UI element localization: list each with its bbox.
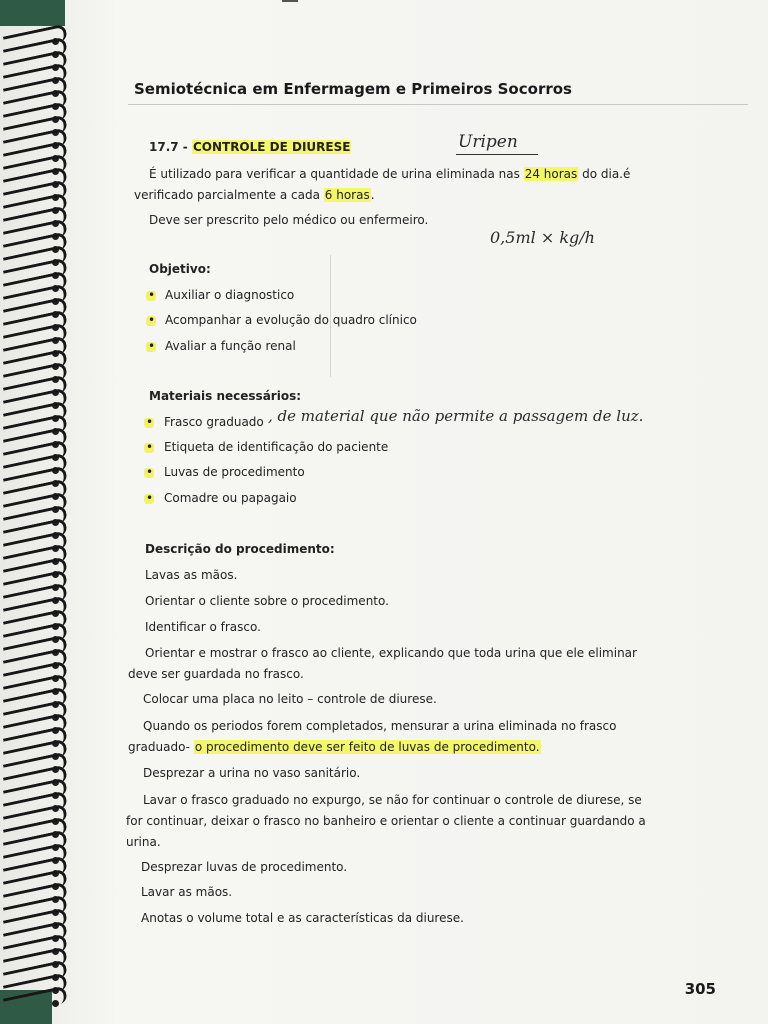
intro-text: É utilizado para verificar a quantidade de urina eliminada nas bbox=[149, 167, 524, 181]
procedure-step: Identificar o frasco. bbox=[145, 620, 261, 634]
procedure-step: Orientar o cliente sobre o procedimento. bbox=[145, 594, 389, 608]
procedure-step: Desprezar luvas de procedimento. bbox=[141, 860, 348, 874]
materials-item: Comadre ou papagaio bbox=[164, 491, 297, 505]
highlight-luvas: o procedimento deve ser feito de luvas de procedimento. bbox=[194, 740, 540, 754]
materials-item: Frasco graduado bbox=[164, 415, 264, 429]
bullet-icon: • bbox=[148, 288, 156, 302]
procedure-step: Quando os periodos forem completados, mensurar a urina eliminada no frasco bbox=[143, 719, 617, 733]
intro-text: . bbox=[370, 188, 375, 202]
top-edge-mark bbox=[282, 0, 298, 2]
bullet-icon: • bbox=[146, 440, 154, 454]
binding-hole bbox=[52, 1000, 59, 1007]
procedure-step: Lavar o frasco graduado no expurgo, se não for continuar o controle de diurese, se bbox=[143, 793, 642, 807]
spiral-binding bbox=[0, 0, 80, 1024]
procedure-text: graduado- bbox=[128, 740, 194, 754]
procedure-step: Desprezar a urina no vaso sanitário. bbox=[143, 766, 361, 780]
intro-text: do dia.é bbox=[578, 167, 631, 181]
procedure-step: for continuar, deixar o frasco no banheiro e orientar o cliente a continuar guardando a bbox=[126, 814, 646, 828]
handwritten-material-note: , de material que não permite a passagem de luz. bbox=[268, 407, 644, 425]
bullet-icon: • bbox=[148, 339, 156, 353]
page-number: 305 bbox=[684, 980, 716, 998]
intro-line-3: Deve ser prescrito pelo médico ou enfermeiro. bbox=[149, 213, 429, 227]
objective-item: Avaliar a função renal bbox=[165, 339, 296, 353]
objective-item: Acompanhar a evolução do quadro clínico bbox=[165, 313, 417, 327]
materials-heading: Materiais necessários: bbox=[149, 389, 302, 403]
handwritten-uripen: Uripen bbox=[458, 132, 518, 152]
materials-item: Luvas de procedimento bbox=[164, 465, 305, 479]
procedure-step: Anotas o volume total e as características da diurese. bbox=[141, 911, 464, 925]
procedure-step: Lavas as mãos. bbox=[145, 568, 238, 582]
intro-line-2 bbox=[134, 188, 375, 202]
bullet-icon: • bbox=[146, 415, 154, 429]
intro-line-1 bbox=[149, 167, 630, 181]
section-number: 17.7 - bbox=[149, 140, 192, 154]
procedure-step: deve ser guardada no frasco. bbox=[128, 667, 304, 681]
objective-heading: Objetivo: bbox=[149, 262, 211, 276]
section-heading bbox=[149, 140, 351, 154]
section-title: CONTROLE DE DIURESE bbox=[192, 140, 351, 154]
procedure-heading: Descrição do procedimento: bbox=[145, 542, 335, 556]
materials-item: Etiqueta de identificação do paciente bbox=[164, 440, 389, 454]
highlight-24-horas: 24 horas bbox=[524, 167, 578, 181]
handwritten-formula: 0,5ml × kg/h bbox=[490, 228, 595, 247]
bullet-icon: • bbox=[148, 313, 156, 327]
bullet-icon: • bbox=[146, 491, 154, 505]
procedure-step: Lavar as mãos. bbox=[141, 885, 233, 899]
procedure-step: Colocar uma placa no leito – controle de diurese. bbox=[143, 692, 437, 706]
procedure-step bbox=[128, 740, 541, 754]
procedure-step: Orientar e mostrar o frasco ao cliente, explicando que toda urina que ele eliminar bbox=[145, 646, 637, 660]
highlight-6-horas: 6 horas bbox=[324, 188, 370, 202]
handwritten-underline bbox=[456, 154, 538, 155]
bullet-icon: • bbox=[146, 465, 154, 479]
procedure-step: urina. bbox=[126, 835, 161, 849]
intro-text: verificado parcialmente a cada bbox=[134, 188, 324, 202]
objective-item: Auxiliar o diagnostico bbox=[165, 288, 295, 302]
header-rule bbox=[128, 104, 748, 105]
page-header-title: Semiotécnica em Enfermagem e Primeiros Socorros bbox=[134, 80, 572, 98]
